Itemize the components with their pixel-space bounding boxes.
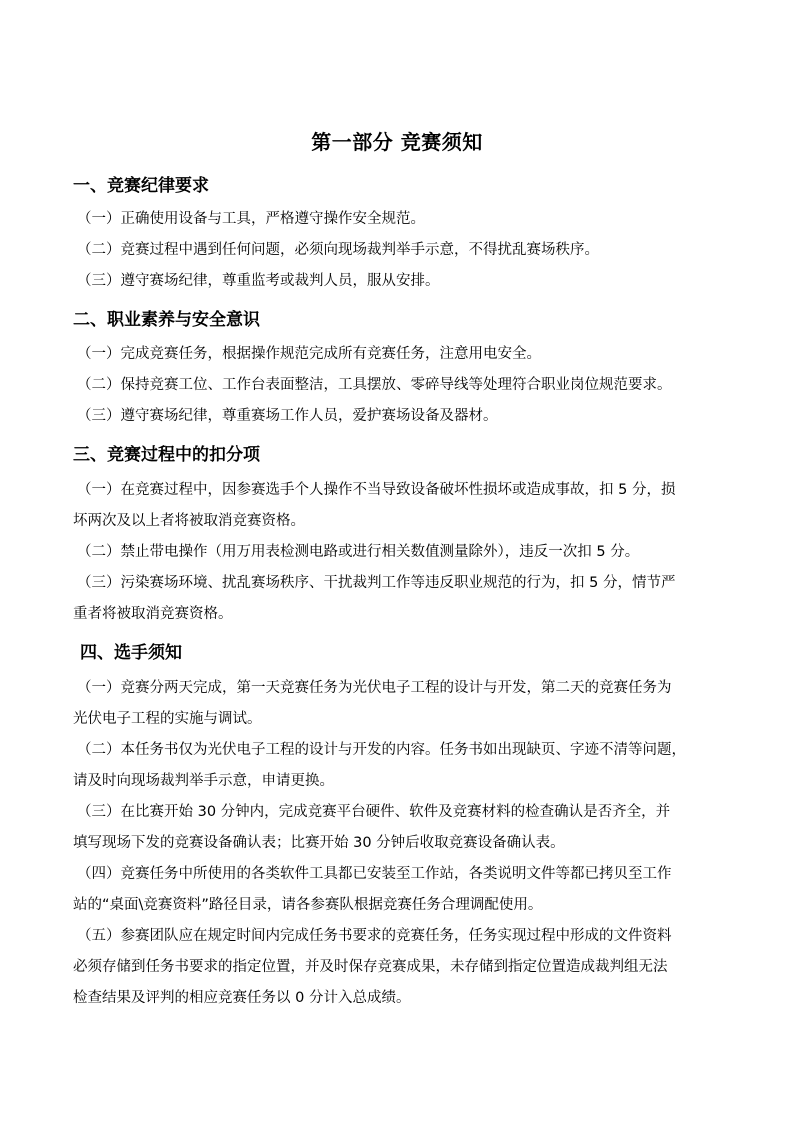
section-heading-contestant-notice: 四、选手须知: [80, 643, 182, 663]
paragraph-line: （二）竞赛过程中遇到任何问题，必须向现场裁判举手示意，不得扰乱赛场秩序。: [77, 242, 599, 258]
paragraph-line: 光伏电子工程的实施与调试。: [73, 711, 262, 727]
page-title: 第一部分 竞赛须知: [311, 130, 483, 154]
paragraph-line: 请及时向现场裁判举手示意，申请更换。: [73, 773, 334, 789]
paragraph-line: （一）在竞赛过程中，因参赛选手个人操作不当导致设备破坏性损坏或造成事故，扣 5 分，损: [77, 482, 676, 498]
paragraph-line: （一）竞赛分两天完成，第一天竞赛任务为光伏电子工程的设计与开发，第二天的竞赛任务为: [77, 680, 672, 696]
paragraph-line: 必须存储到任务书要求的指定位置，并及时保存竞赛成果，未存储到指定位置造成裁判组无法: [73, 959, 668, 975]
section-heading-professionalism: 二、职业素养与安全意识: [73, 310, 260, 330]
paragraph-line: （二）本任务书仅为光伏电子工程的设计与开发的内容。任务书如出现缺页、字迹不清等问题，: [77, 742, 686, 758]
paragraph-line: （三）遵守赛场纪律，尊重监考或裁判人员，服从安排。: [77, 273, 440, 289]
paragraph-line: 坏两次及以上者将被取消竞赛资格。: [73, 513, 305, 529]
paragraph-line: 填写现场下发的竞赛设备确认表；比赛开始 30 分钟后收取竞赛设备确认表。: [73, 835, 565, 851]
paragraph-line: （四）竞赛任务中所使用的各类软件工具都已安装至工作站，各类说明文件等都已拷贝至工作: [77, 866, 672, 882]
paragraph-line: （二）禁止带电操作（用万用表检测电路或进行相关数值测量除外），违反一次扣 5 分。: [77, 544, 640, 560]
paragraph-line: （二）保持竞赛工位、工作台表面整洁，工具摆放、零碎导线等处理符合职业岗位规范要求。: [77, 377, 672, 393]
paragraph-line: 检查结果及评判的相应竞赛任务以 0 分计入总成绩。: [73, 990, 411, 1006]
paragraph-line: （三）在比赛开始 30 分钟内，完成竞赛平台硬件、软件及竞赛材料的检查确认是否齐全，并: [77, 804, 671, 820]
paragraph-line: （五）参赛团队应在规定时间内完成任务书要求的竞赛任务，任务实现过程中形成的文件资料: [77, 928, 672, 944]
section-heading-deductions: 三、竞赛过程中的扣分项: [73, 445, 260, 465]
section-heading-discipline: 一、竞赛纪律要求: [73, 176, 209, 196]
paragraph-line: （一）正确使用设备与工具，严格遵守操作安全规范。: [77, 211, 425, 227]
paragraph-line: （一）完成竞赛任务，根据操作规范完成所有竞赛任务，注意用电安全。: [77, 346, 541, 362]
paragraph-line: 站的“桌面\竞赛资料”路径目录，请各参赛队根据竞赛任务合理调配使用。: [73, 897, 543, 913]
paragraph-line: （三）污染赛场环境、扰乱赛场秩序、干扰裁判工作等违反职业规范的行为，扣 5 分，情节严: [77, 575, 676, 591]
paragraph-line: 重者将被取消竞赛资格。: [73, 606, 233, 622]
paragraph-line: （三）遵守赛场纪律，尊重赛场工作人员，爱护赛场设备及器材。: [77, 408, 498, 424]
